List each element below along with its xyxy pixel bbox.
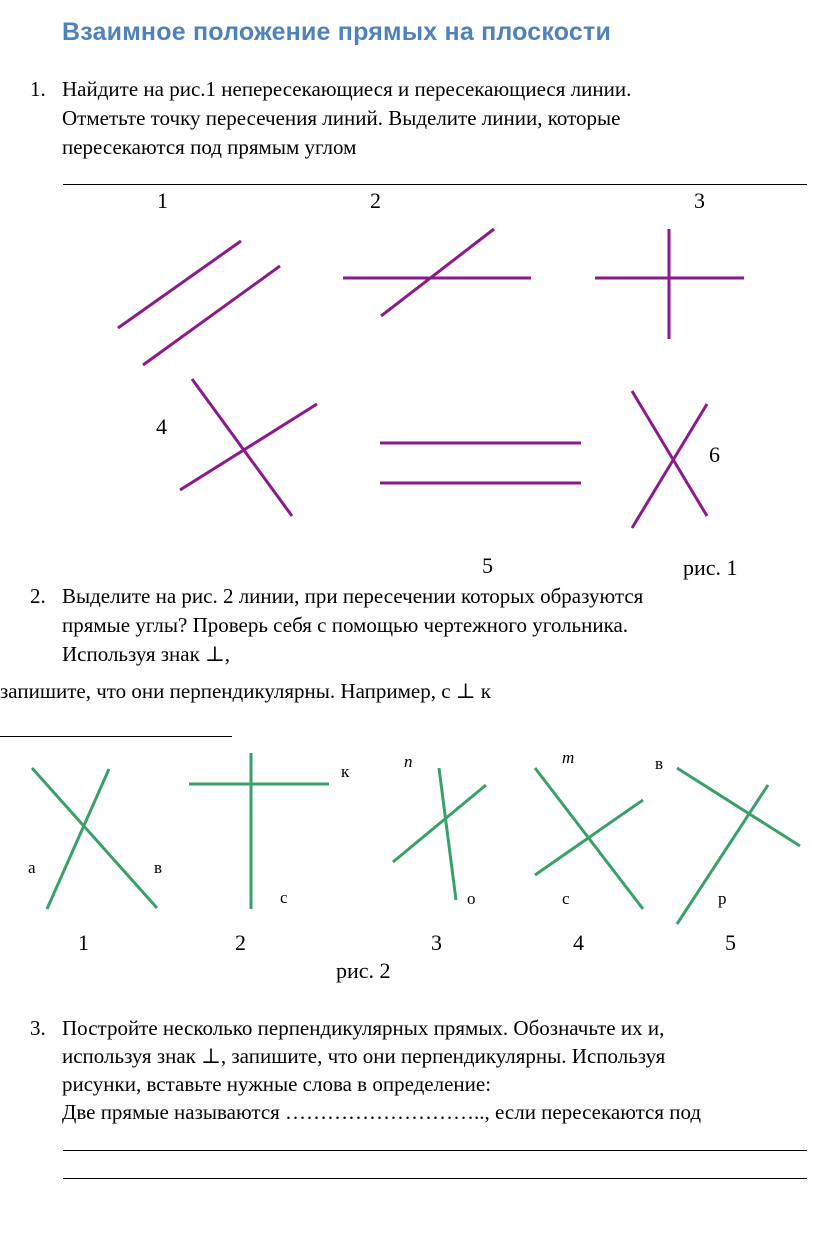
fig1-label-2: 2: [370, 188, 381, 213]
fig2-line-3-n: [439, 768, 456, 900]
fig2-number-4: 4: [573, 930, 584, 955]
fig2-letter-a: а: [28, 858, 36, 877]
fig2-line-1b: [47, 769, 109, 909]
task2-line-4: запишите, что они перпендикулярны. Например, с ⊥ к: [0, 679, 491, 703]
fig2-number-1: 1: [78, 930, 89, 955]
fig2-number-2: 2: [235, 930, 246, 955]
task3-number: 3.: [30, 1016, 46, 1040]
fig2-number-5: 5: [725, 930, 736, 955]
task3-line-3: рисунки, вставьте нужные слова в определение:: [62, 1072, 492, 1096]
fig2-caption: рис. 2: [336, 958, 391, 983]
task3-line-1: Постройте несколько перпендикулярных прямых. Обозначьте их и,: [62, 1016, 665, 1040]
fig1-label-3: 3: [694, 188, 705, 213]
fig1-label-1: 1: [157, 188, 168, 213]
fig1-caption: рис. 1: [683, 555, 738, 580]
fig2-line-4-c: [535, 800, 643, 875]
task1-line-3: пересекаются под прямым углом: [62, 135, 357, 159]
fig1-label-6: 6: [709, 442, 720, 467]
fig1-label-5: 5: [482, 553, 493, 578]
fig2-number-3: 3: [431, 930, 442, 955]
task1-line-1: Найдите на рис.1 непересекающиеся и пересекающиеся линии.: [62, 77, 632, 101]
task3-line-4: Две прямые называются ……………………….., если пересекаются под: [62, 1100, 702, 1124]
fig2-letter-v1: в: [154, 858, 163, 877]
answer-line-1: [63, 1150, 807, 1151]
task2-line-3: Используя знак ⊥,: [62, 642, 231, 666]
page-title: Взаимное положение прямых на плоскости: [62, 18, 612, 46]
fig2-line-1a: [32, 768, 157, 908]
fig1-label-4: 4: [156, 414, 167, 439]
fig2-letter-s2: с: [562, 889, 570, 908]
fig2-line-5-v: [677, 768, 800, 846]
fig2-letter-p: р: [718, 889, 727, 908]
fig2-line-3-o: [393, 785, 486, 862]
fig2-letter-k: к: [341, 762, 350, 781]
task1-number: 1.: [30, 77, 46, 101]
task2-line-2: прямые углы? Проверь себя с помощью чертежного угольника.: [62, 613, 629, 637]
fig2-letter-o: о: [467, 889, 476, 908]
task1-line-2: Отметьте точку пересечения линий. Выделите линии, которые: [62, 106, 621, 130]
task2-line-1: Выделите на рис. 2 линии, при пересечении которых образуются: [62, 584, 644, 608]
fig2-letter-n: n: [404, 752, 413, 771]
fig2-letter-v2: в: [655, 754, 664, 773]
task3-line-2: используя знак ⊥, запишите, что они перпендикулярны. Используя: [62, 1044, 666, 1068]
answer-line-2: [63, 1178, 807, 1179]
task2-number: 2.: [30, 584, 46, 608]
fig2-letter-m: m: [562, 748, 575, 767]
fig2-letter-s1: с: [280, 888, 288, 907]
